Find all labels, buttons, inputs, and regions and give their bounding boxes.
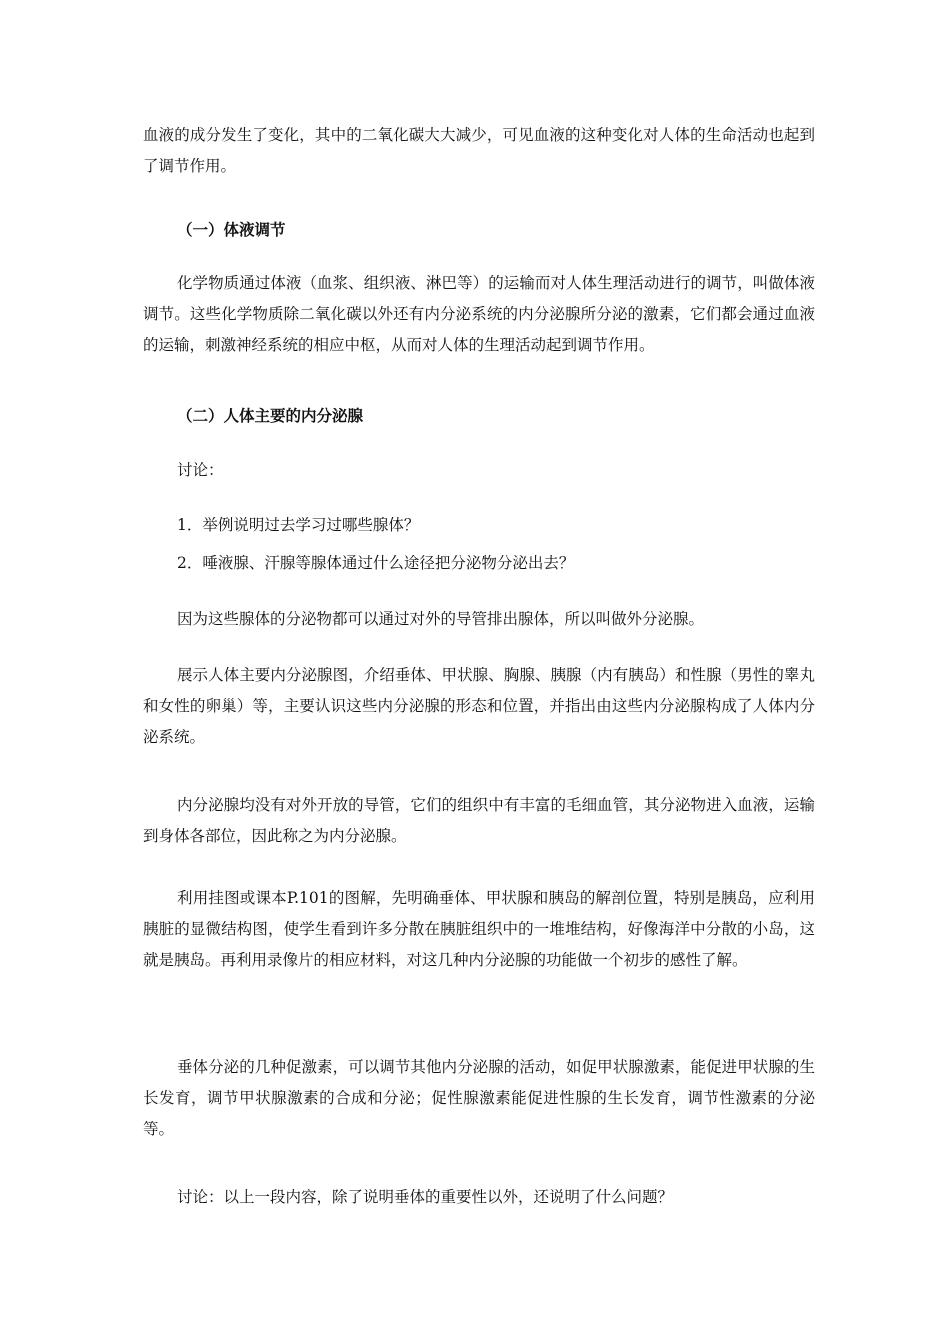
paragraph-endocrine-definition: 内分泌腺均没有对外开放的导管，它们的组织中有丰富的毛细血管，其分泌物进入血液，运输到身体各部位，因此称之为内分泌腺。 [143,796,815,845]
paragraph-blood-change: 血液的成分发生了变化，其中的二氧化碳大大减少，可见血液的这种变化对人体的生命活动也起到了调节作用。 [143,126,815,175]
question-1: 1．举例说明过去学习过哪些腺体？ [177,516,420,534]
paragraph-pituitary: 垂体分泌的几种促激素，可以调节其他内分泌腺的活动，如促甲状腺激素，能促进甲状腺的生长发育，调节甲状腺激素的合成和分泌；促性腺激素能促进性腺的生长发育，调节性激素的分泌等。 [143,1058,815,1138]
question-2: 2．唾液腺、汗腺等腺体通过什么途径把分泌物分泌出去？ [177,554,575,572]
paragraph-humoral-definition: 化学物质通过体液（血浆、组织液、淋巴等）的运输而对人体生理活动进行的调节，叫做体液调节。这些化学物质除二氧化碳以外还有内分泌系统的内分泌腺所分泌的激素，它们都会通过血液的运输，刺激神经系统的相应中枢，从而对人体的生理活动起到调节作用。 [143,274,815,354]
heading-humoral-regulation: （一）体液调节 [177,220,286,239]
paragraph-show-diagram: 展示人体主要内分泌腺图，介绍垂体、甲状腺、胸腺、胰腺（内有胰岛）和性腺（男性的睾丸和女性的卵巢）等，主要认识这些内分泌腺的形态和位置，并指出由这些内分泌腺构成了人体内分泌系统。 [143,666,815,746]
heading-endocrine-glands: （二）人体主要的内分泌腺 [177,406,364,425]
paragraph-exocrine: 因为这些腺体的分泌物都可以通过对外的导管排出腺体，所以叫做外分泌腺。 [177,610,705,628]
discussion-label: 讨论： [177,461,224,479]
paragraph-wall-chart: 利用挂图或课本P.101的图解，先明确垂体、甲状腺和胰岛的解剖位置，特别是胰岛，应利用胰脏的显微结构图，使学生看到许多分散在胰脏组织中的一堆堆结构，好像海洋中分散的小岛，这就是胰岛。再利用录像片的相应材料，对这几种内分泌腺的功能做一个初步的感性了解。 [143,889,815,969]
discussion-question: 讨论：以上一段内容，除了说明垂体的重要性以外，还说明了什么问题？ [177,1188,674,1206]
